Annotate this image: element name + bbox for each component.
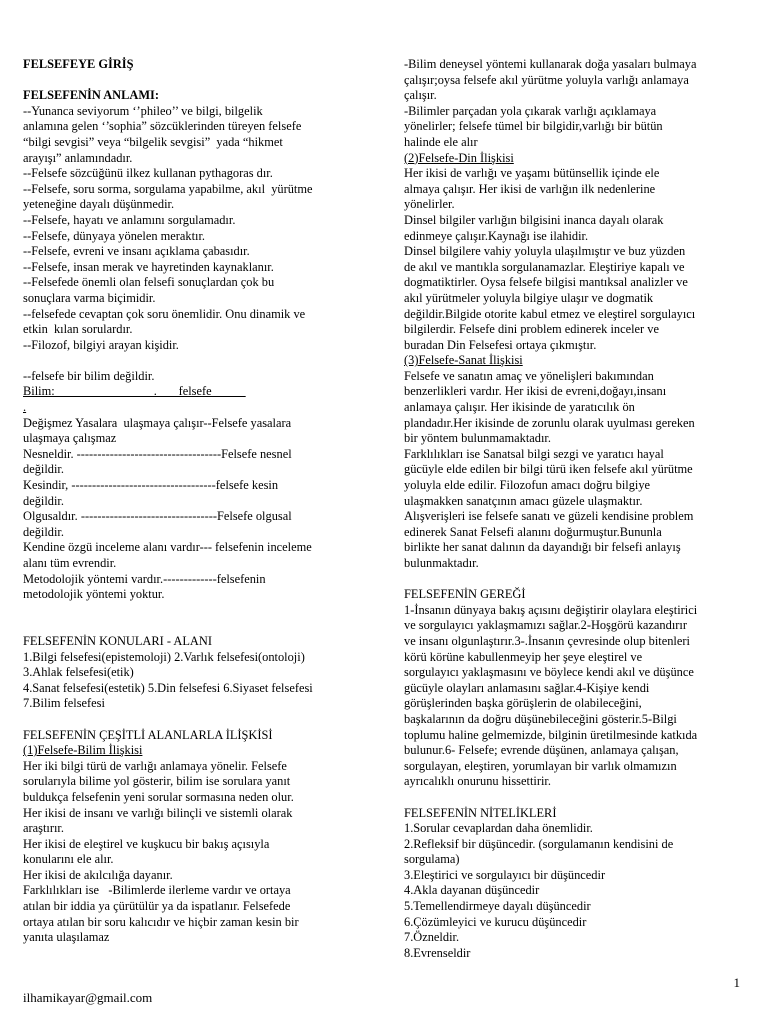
text-line: dogmatiktirler. Oysa felsefe bilgisi mantıksal analizler ve (404, 275, 688, 290)
text-line: atılan bir iddia ya çürütülür ya da ispatlanır. Felsefede (23, 899, 291, 914)
text-line: yoluyla elde edilir. Filozofun amacı doğru bilgiye (404, 478, 651, 493)
text-line: Her iki bilgi türü de varlığı anlamaya yönelir. Felsefe (23, 758, 287, 773)
text-line: Farklılıkları ise Sanatsal bilgi sezgi ve yaratıcı hayal (404, 446, 664, 461)
text-line: edinmeye çalışır.Kaynağı ise ilahidir. (404, 228, 589, 243)
text-line: metodolojik yöntemi yoktur. (23, 587, 165, 602)
text-line: değildir. (23, 524, 64, 539)
blank-line (23, 603, 373, 619)
blank-line (23, 712, 373, 728)
text-line: 2.Refleksif bir düşüncedir. (sorgulamanın kendisini de (404, 836, 674, 851)
text-line: anlamaya çalışır. Her ikisinde de yaratıcılık ön (404, 400, 635, 415)
text-line: 4.Akla dayanan düşüncedir (404, 883, 540, 898)
text-line: Her ikisi de insanı ve varlığı bilinçli ve sistemli olarak (23, 805, 293, 820)
text-line: araştırır. (23, 821, 64, 836)
subheading: Bilim: . felsefe (23, 384, 246, 399)
right-column (404, 57, 746, 961)
text-line: --Felsefe, soru sorma, sorgulama yapabilme, akıl yürütme (23, 181, 313, 196)
text-line: --Yunanca seviyorum ‘’phileo’’ ve bilgi, bilgelik (23, 103, 263, 118)
text-line: de akıl ve mantıkla sorgulanamazlar. Eleştiriye kapalı ve (404, 259, 685, 274)
blank-line (23, 618, 373, 634)
text-line: ve sorgulayıcı yaklaşmamızı sağlar.2-Hoşgörü kazandırır (404, 618, 687, 633)
text-line: plandadır.Her ikisinde de zorunlu olarak uyulması gereken (404, 415, 695, 430)
text-line: Dinsel bilgilere vahiy yoluyla ulaşılmıştır ve buz yüzden (404, 244, 686, 259)
subheading: (2)Felsefe-Din İlişkisi (404, 150, 514, 165)
text-line: yeteneğine dayalı düşünmedir. (23, 197, 175, 212)
text-line: yönelirler; felsefe tümel bir bilgidir,varlığı bir bütün (404, 119, 663, 134)
text-line: akıl yürütmeler yoluyla bilgiye ulaşır ve dogmatik (404, 290, 654, 305)
heading: FELSEFENİN ANLAMI: (23, 88, 159, 103)
text-line: 4.Sanat felsefesi(estetik) 5.Din felsefesi 6.Siyaset felsefesi (23, 680, 313, 695)
text-line: Metodolojik yöntemi vardır.-------------felsefenin (23, 571, 266, 586)
text-line: ayrıcalıklı onurunu hissettirir. (404, 774, 551, 789)
text-line: 8.Evrenseldir (404, 945, 471, 960)
text-line: sonuçlara varma biçimidir. (23, 290, 156, 305)
text-line: başkalarının da doğru düşünebileceğini gösterir.5-Bilgi (404, 711, 677, 726)
text-line: 7.Özneldir. (404, 930, 460, 945)
text-line: 3.Ahlak felsefesi(etik) (23, 665, 134, 680)
text-line: --felsefe bir bilim değildir. (23, 368, 155, 383)
text-line: 1.Bilgi felsefesi(epistemoloji) 2.Varlık felsefesi(ontoloji) (23, 649, 305, 664)
text-line: Alışverişleri ise felsefe sanatı ve güzeli kendisine problem (404, 509, 694, 524)
text-line: sorularıyla bilime yol gösterir, bilim ise sorulara yanıt (23, 774, 291, 789)
text-line: halinde ele alır (404, 134, 478, 149)
text-line: yanıta ulaşılamaz (23, 930, 110, 945)
text-line: FELSEFENİN KONULARI - ALANI (23, 633, 212, 648)
heading: FELSEFEYE GİRİŞ (23, 57, 134, 71)
subheading: (1)Felsefe-Bilim İlişkisi (23, 743, 143, 758)
text-line: --Filozof, bilgiyi arayan kişidir. (23, 337, 179, 352)
text-line: 5.Temellendirmeye dayalı düşüncedir (404, 899, 591, 914)
text-line: Her ikisi de varlığı ve yaşamı bütünsellik içinde ele (404, 166, 660, 181)
text-line: FELSEFENİN NİTELİKLERİ (404, 805, 557, 820)
text-line: körü körüne kabullenmeyip her şeye eleştirel ve (404, 649, 643, 664)
text-line: ortaya atılan bir soru kalıcıdır ve hiçbir zaman kesin bir (23, 914, 299, 929)
text-line: -Bilim deneysel yöntemi kullanarak doğa yasaları bulmaya (404, 57, 697, 71)
subheading: (3)Felsefe-Sanat İlişkisi (404, 353, 523, 368)
text-line: sorgulayıcı yaklaşmasını ve böylece kendi akıl ve düşünce (404, 665, 694, 680)
text-line: buldukça felsefenin yeni sorular sormasına neden olur. (23, 789, 294, 804)
subheading: . (23, 400, 27, 415)
text-line: Felsefe ve sanatın amaç ve yönelişleri bakımından (404, 368, 654, 383)
text-line: 6.Çözümleyici ve kurucu düşüncedir (404, 914, 587, 929)
text-line: benzerlikleri vardır. Her ikisi de evreni,doğayı,insanı (404, 384, 667, 399)
text-line: --Felsefe, insan merak ve hayretinden kaynaklanır. (23, 259, 274, 274)
text-line: Nesneldir. -----------------------------------Felsefe nesnel (23, 446, 292, 461)
text-line: 1-İnsanın dünyaya bakış açısını değiştirir olaylara eleştirici (404, 602, 698, 617)
text-line: --Felsefe, evreni ve insanı açıklama çabasıdır. (23, 244, 250, 259)
text-line: --Felsefe, dünyaya yönelen meraktır. (23, 228, 206, 243)
text-line: Farklılıkları ise -Bilimlerde ilerleme vardır ve ortaya (23, 883, 291, 898)
text-line: --Felsefe sözcüğünü ilkez kullanan pythagoras dır. (23, 166, 273, 181)
text-line: --felsefede cevaptan çok soru önemlidir. Onu dinamik ve (23, 306, 306, 321)
text-line: almaya çalışır. Her ikisi de varlığın ilk nedenlerine (404, 181, 656, 196)
text-line: yönelirler. (404, 197, 455, 212)
text-line: alanı tüm evrendir. (23, 556, 117, 570)
blank-line (404, 572, 746, 588)
text-line: Dinsel bilgiler varlığın bilgisini inanca dayalı olarak (404, 212, 664, 227)
blank-line (23, 353, 373, 369)
text-line: 3.Eleştirici ve sorgulayıcı bir düşüncedir (404, 867, 606, 882)
text-line: Her ikisi de akılcılığa dayanır. (23, 867, 173, 882)
text-line: bulunmaktadır. (404, 556, 479, 570)
text-line: Kendine özgü inceleme alanı vardır--- felsefenin inceleme (23, 540, 312, 555)
text-line: Olgusaldır. ---------------------------------Felsefe olgusal (23, 509, 292, 524)
text-line: --Felsefede önemli olan felsefi sonuçlardan çok bu (23, 275, 275, 290)
text-line: çalışır. (404, 88, 437, 103)
text-line: arayışı” anlamındadır. (23, 150, 133, 165)
text-line: değildir. (23, 493, 64, 508)
text-line: -Bilimler parçadan yola çıkarak varlığı açıklamaya (404, 103, 657, 118)
blank-line (23, 73, 373, 89)
blank-line (404, 790, 746, 806)
text-line: toplumu haline gelmemizde, bilginin üretilmesinde katkıda (404, 727, 698, 742)
text-line: Değişmez Yasalara ulaşmaya çalışır--Felsefe yasalara (23, 415, 292, 430)
text-line: 1.Sorular cevaplardan daha önemlidir. (404, 821, 593, 836)
text-line: bir yöntem bulunmamaktadır. (404, 431, 551, 446)
text-line: buradan Din Felsefesi ortaya çıkmıştır. (404, 337, 597, 352)
text-line: sorgulama) (404, 852, 460, 867)
text-line: FELSEFENİN ÇEŞİTLİ ALANLARLA İLİŞKİSİ (23, 727, 273, 742)
text-line: görüşlerinden başka görüşlerin de olabileceğini, (404, 696, 642, 711)
text-line: FELSEFENİN GEREĞİ (404, 587, 526, 602)
text-line: değildir. (23, 462, 64, 477)
left-column (23, 57, 373, 946)
text-line: çalışır;oysa felsefe akıl yürütme yoluyla varlığı anlamaya (404, 72, 689, 87)
text-line: sorgulayan, eleştiren, yorumlayan bir varlık olmamızın (404, 758, 677, 773)
text-line: gücüyle olayları anlamasını sağlar.4-Kişiye kendi (404, 680, 650, 695)
author-email: ilhamikayar@gmail.com (23, 990, 153, 1005)
page-number: 1 (733, 975, 740, 990)
text-line: Kesindir, -----------------------------------felsefe kesin (23, 478, 279, 493)
text-line: 7.Bilim felsefesi (23, 696, 105, 711)
text-line: anlamına gelen ‘’sophia” sözcüklerinden türeyen felsefe (23, 119, 302, 134)
text-line: ve insanı olgunlaştırır.3-.İnsanın çevresinde olup bitenleri (404, 633, 690, 648)
text-line: --Felsefe, hayatı ve anlamını sorgulamadır. (23, 212, 236, 227)
text-line: konularını ele alır. (23, 852, 114, 867)
text-line: gücüyle elde edilen bir bilgi türü iken felsefe akıl yürütme (404, 462, 693, 477)
text-line: bilgilerdir. Felsefe dini problem edinerek inceler ve (404, 322, 659, 337)
text-line: “bilgi sevgisi” veya “bilgelik sevgisi” yada “hikmet (23, 134, 283, 149)
text-line: ulaşmakken sanatçının amacı güzele ulaşmaktır. (404, 493, 643, 508)
text-line: etkin kılan sorulardır. (23, 322, 133, 337)
text-line: değildir.Bilgide otorite kabul etmez ve eleştirel sorgulayıcı (404, 306, 696, 321)
text-line: ulaşmaya çalışmaz (23, 431, 117, 446)
text-line: birlikte her sanat dalının da dayandığı bir felsefi anlayış (404, 540, 681, 555)
text-line: edinerek Sanat Felsefi alanını doğurmuştur.Bununla (404, 524, 662, 539)
text-line: bulunur.6- Felsefe; evrende düşünen, anlamaya çalışan, (404, 743, 679, 758)
text-line: Her ikisi de eleştirel ve kuşkucu bir bakış açısıyla (23, 836, 270, 851)
